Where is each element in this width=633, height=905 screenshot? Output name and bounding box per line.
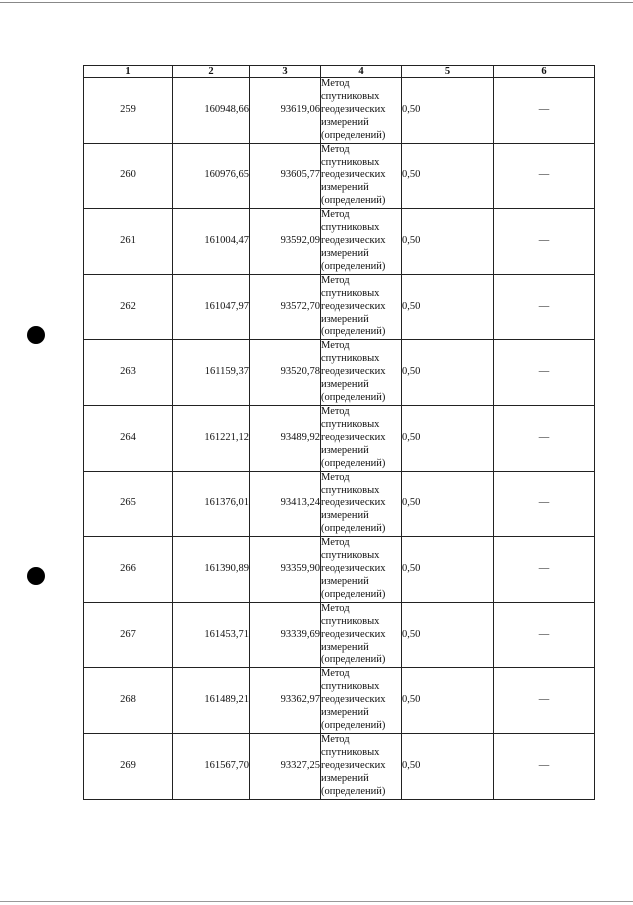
determination-method: Метод спутниковых геодезических измерений (определений) (321, 733, 402, 799)
accuracy-value: 0,50 (402, 274, 494, 340)
accuracy-value: 0,50 (402, 78, 494, 144)
note-dash: — (494, 78, 595, 144)
coordinate-x: 161489,21 (173, 668, 250, 734)
header-col-4: 4 (321, 66, 402, 78)
note-dash: — (494, 602, 595, 668)
coordinate-x: 160948,66 (173, 78, 250, 144)
binder-hole (27, 567, 45, 585)
coordinate-x: 161567,70 (173, 733, 250, 799)
table-row (84, 405, 595, 471)
determination-method: Метод спутниковых геодезических измерений (определений) (321, 668, 402, 734)
table-row (84, 668, 595, 734)
coordinate-x: 161453,71 (173, 602, 250, 668)
accuracy-value: 0,50 (402, 405, 494, 471)
page-top-edge (0, 2, 633, 3)
table-row (84, 602, 595, 668)
table-row (84, 733, 595, 799)
point-number: 260 (84, 143, 173, 209)
determination-method: Метод спутниковых геодезических измерений (определений) (321, 602, 402, 668)
coordinate-x: 161004,47 (173, 209, 250, 275)
header-col-5: 5 (402, 66, 494, 78)
accuracy-value: 0,50 (402, 471, 494, 537)
note-dash: — (494, 733, 595, 799)
note-dash: — (494, 340, 595, 406)
note-dash: — (494, 143, 595, 209)
point-number: 267 (84, 602, 173, 668)
note-dash: — (494, 537, 595, 603)
table-row (84, 274, 595, 340)
determination-method: Метод спутниковых геодезических измерений (определений) (321, 537, 402, 603)
accuracy-value: 0,50 (402, 668, 494, 734)
point-number: 266 (84, 537, 173, 603)
coordinate-x: 161390,89 (173, 537, 250, 603)
note-dash: — (494, 668, 595, 734)
coordinate-y: 93359,90 (250, 537, 321, 603)
coordinate-y: 93327,25 (250, 733, 321, 799)
coordinate-y: 93362,97 (250, 668, 321, 734)
table-row (84, 209, 595, 275)
table-row (84, 471, 595, 537)
accuracy-value: 0,50 (402, 733, 494, 799)
coordinate-x: 161159,37 (173, 340, 250, 406)
determination-method: Метод спутниковых геодезических измерений (определений) (321, 340, 402, 406)
coordinate-y: 93413,24 (250, 471, 321, 537)
page-bottom-edge (0, 901, 633, 902)
accuracy-value: 0,50 (402, 602, 494, 668)
header-row (84, 66, 595, 78)
note-dash: — (494, 471, 595, 537)
table-row (84, 143, 595, 209)
table-header (84, 66, 595, 78)
determination-method: Метод спутниковых геодезических измерений (определений) (321, 405, 402, 471)
point-number: 269 (84, 733, 173, 799)
accuracy-value: 0,50 (402, 209, 494, 275)
coordinates-table (83, 65, 595, 800)
note-dash: — (494, 209, 595, 275)
determination-method: Метод спутниковых геодезических измерений (определений) (321, 78, 402, 144)
accuracy-value: 0,50 (402, 340, 494, 406)
point-number: 263 (84, 340, 173, 406)
point-number: 265 (84, 471, 173, 537)
header-col-2: 2 (173, 66, 250, 78)
accuracy-value: 0,50 (402, 537, 494, 603)
coordinate-x: 160976,65 (173, 143, 250, 209)
determination-method: Метод спутниковых геодезических измерений (определений) (321, 274, 402, 340)
binder-hole (27, 326, 45, 344)
point-number: 268 (84, 668, 173, 734)
coordinate-y: 93339,69 (250, 602, 321, 668)
table-body (84, 78, 595, 800)
coordinate-x: 161047,97 (173, 274, 250, 340)
coordinate-x: 161221,12 (173, 405, 250, 471)
point-number: 264 (84, 405, 173, 471)
table-row (84, 537, 595, 603)
coordinate-y: 93520,78 (250, 340, 321, 406)
point-number: 259 (84, 78, 173, 144)
point-number: 261 (84, 209, 173, 275)
note-dash: — (494, 405, 595, 471)
coordinate-x: 161376,01 (173, 471, 250, 537)
header-col-6: 6 (494, 66, 595, 78)
determination-method: Метод спутниковых геодезических измерений (определений) (321, 209, 402, 275)
accuracy-value: 0,50 (402, 143, 494, 209)
header-col-1: 1 (84, 66, 173, 78)
note-dash: — (494, 274, 595, 340)
coordinate-y: 93592,09 (250, 209, 321, 275)
table-row (84, 78, 595, 144)
point-number: 262 (84, 274, 173, 340)
coordinate-y: 93619,06 (250, 78, 321, 144)
coordinate-y: 93489,92 (250, 405, 321, 471)
coordinate-y: 93605,77 (250, 143, 321, 209)
determination-method: Метод спутниковых геодезических измерений (определений) (321, 143, 402, 209)
table-row (84, 340, 595, 406)
header-col-3: 3 (250, 66, 321, 78)
determination-method: Метод спутниковых геодезических измерений (определений) (321, 471, 402, 537)
coordinate-y: 93572,70 (250, 274, 321, 340)
